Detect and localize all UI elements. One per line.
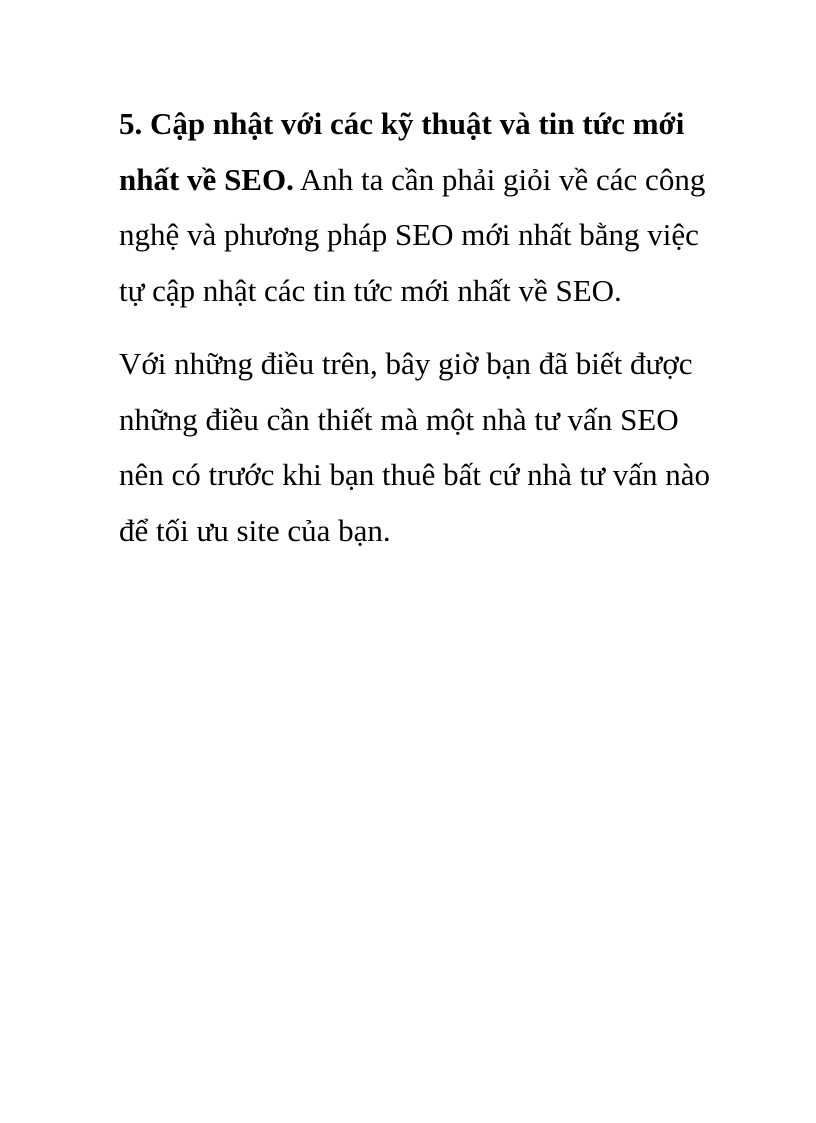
paragraph-line: những điều cần thiết mà một nhà tư vấn SEO (119, 401, 679, 437)
paragraph-heading-line: 5. Cập nhật với các kỹ thuật và tin tức mới (119, 106, 685, 141)
paragraph-line: nên có trước khi bạn thuê bất cứ nhà tư vấn nào (119, 457, 711, 492)
paragraph-line: nghệ và phương pháp SEO mới nhất bằng việc (119, 217, 699, 252)
paragraph-seo-updates (119, 96, 709, 318)
paragraph-heading-end: nhất về SEO. (119, 161, 294, 197)
document-body (119, 96, 709, 558)
paragraph-line (119, 152, 709, 208)
paragraph-line: tự cập nhật các tin tức mới nhất về SEO. (119, 272, 622, 308)
paragraph-text: Anh ta cần phải giỏi về các công (293, 161, 706, 197)
paragraph-conclusion (119, 336, 709, 558)
paragraph-line: Với những điều trên, bây giờ bạn đã biết được (119, 346, 693, 381)
paragraph-line: để tối ưu site của bạn. (119, 512, 391, 548)
